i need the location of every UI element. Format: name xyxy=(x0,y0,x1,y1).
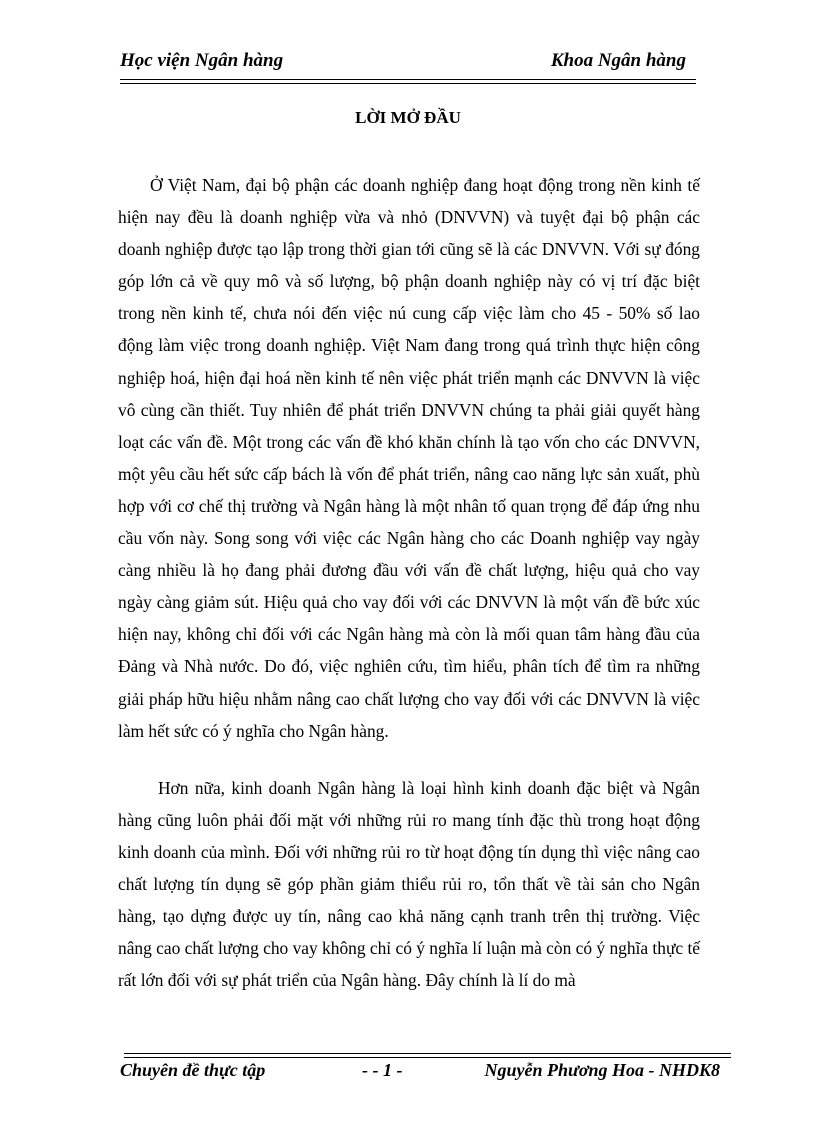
header-faculty: Khoa Ngân hàng xyxy=(550,50,686,71)
header-institution: Học viện Ngân hàng xyxy=(120,50,284,71)
paragraph-1: Ở Việt Nam, đại bộ phận các doanh nghiệp đang hoạt động trong nền kinh tế hiện nay đều là doanh nghiệp vừa và nhỏ (DNVVN) và tuyệt đại bộ phận các doanh nghiệp được tạo lập trong thời gian tới cũng sẽ là các DNVVN. Với sự đóng góp lớn cả về quy mô và số lượng, bộ phận doanh nghiệp này có vị trí đặc biệt trong nền kinh tế, chưa nói đến việc nú cung cấp việc làm cho 45 - 50% số lao động làm việc trong doanh nghiệp. Việt Nam đang trong quá trình thực hiện công nghiệp hoá, hiện đại hoá nền kinh tế nên việc phát triển mạnh các DNVVN là việc vô cùng cần thiết. Tuy nhiên để phát triển DNVVN chúng ta phải giải quyết hàng loạt các vấn đề. Một trong các vấn đề khó khăn chính là tạo vốn cho các DNVVN, một yêu cầu hết sức cấp bách là vốn để phát triển, nâng cao năng lực sản xuất, phù hợp với cơ chế thị trường và Ngân hàng là một nhân tố quan trọng để đáp ứng nhu cầu vốn này. Song song với việc các Ngân hàng cho các Doanh nghiệp vay ngày càng nhiều là họ đang phải đương đầu với vấn đề chất lượng, hiệu quả cho vay ngày càng giảm sút. Hiệu quả cho vay đối với các DNVVN là một vấn đề bức xúc hiện nay, không chỉ đối với các Ngân hàng mà còn là mối quan tâm hàng đầu của Đảng và Nhà nước. Do đó, việc nghiên cứu, tìm hiểu, phân tích để tìm ra những giải pháp hữu hiệu nhằm nâng cao chất lượng cho vay đối với các DNVVN là việc làm hết sức có ý nghĩa cho Ngân hàng. xyxy=(118,175,700,741)
footer-author: Nguyễn Phương Hoa - NHDK8 xyxy=(484,1060,720,1080)
footer-rule xyxy=(124,1057,731,1058)
body-text xyxy=(118,169,700,996)
footer-document-type: Chuyên đề thực tập xyxy=(120,1060,266,1080)
paragraph-2: Hơn nữa, kinh doanh Ngân hàng là loại hình kinh doanh đặc biệt và Ngân hàng cũng luôn phải đối mặt với những rủi ro mang tính đặc thù trong hoạt động kinh doanh của mình. Đối với những rủi ro từ hoạt động tín dụng thì việc nâng cao chất lượng tín dụng sẽ góp phần giảm thiểu rủi ro, tổn thất về tài sản cho Ngân hàng, tạo dựng được uy tín, nâng cao khả năng cạnh tranh trên thị trường. Việc nâng cao chất lượng cho vay không chỉ có ý nghĩa lí luận mà còn có ý nghĩa thực tế rất lớn đối với sự phát triển của Ngân hàng. Đây chính là lí do mà xyxy=(118,777,700,991)
page-title: LỜI MỞ ĐẦU xyxy=(355,108,461,127)
header-rule xyxy=(120,79,696,80)
page-number: - - 1 - xyxy=(362,1060,403,1080)
page-footer xyxy=(120,1060,720,1086)
header-rule-thin xyxy=(120,83,696,84)
page-header xyxy=(120,50,686,76)
footer-rule-thin xyxy=(124,1053,731,1054)
